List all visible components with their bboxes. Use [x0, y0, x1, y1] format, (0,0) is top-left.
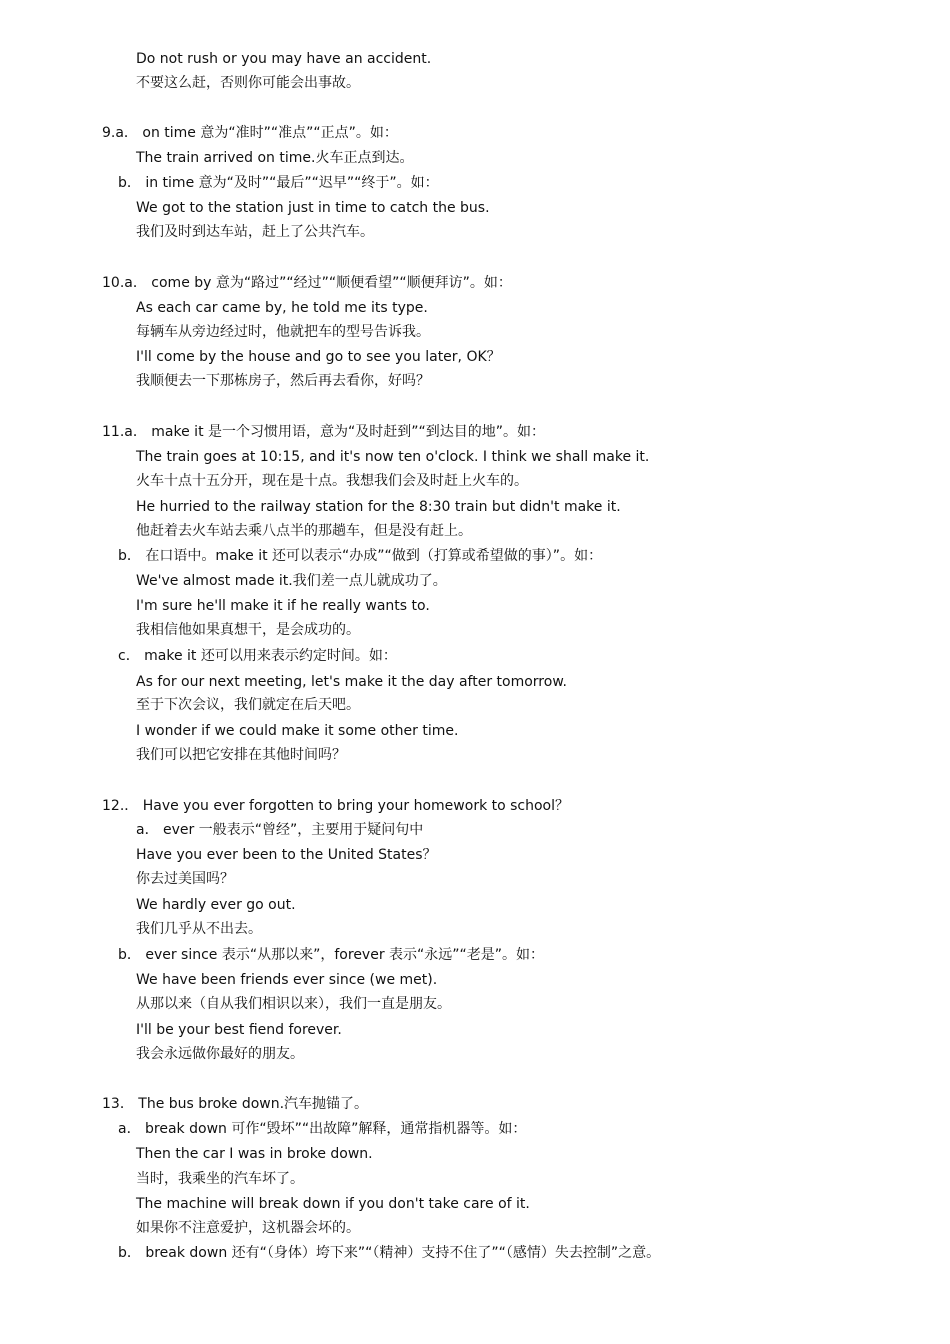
item-heading-9b: b． in time 意为“及时”“最后”“迟早”“终于”。如： [118, 175, 439, 191]
example-sentence: I'll come by the house and go to see you later, OK？ [136, 349, 501, 365]
example-sentence: The machine will break down if you don't take care of it. [136, 1196, 530, 1212]
item-heading-11b: b． 在口语中。make it 还可以表示“办成”“做到（打算或希望做的事）”。如： [118, 548, 603, 564]
example-sentence: Then the car I was in broke down. [136, 1146, 373, 1162]
example-translation: 我相信他如果真想干，是会成功的。 [136, 622, 360, 638]
item-heading-13b: b． break down 还有“（身体）垮下来”“（精神）支持不住了”“（感情）失去控制”之意。 [118, 1245, 661, 1261]
item-heading-12a: a． ever 一般表示“曾经”，主要用于疑问句中 [136, 822, 424, 838]
example-sentence: He hurried to the railway station for the 8:30 train but didn't make it. [136, 499, 621, 515]
example-translation: 至于下次会议，我们就定在后天吧。 [136, 697, 360, 713]
example-translation: 火车十点十五分开，现在是十点。我想我们会及时赶上火车的。 [136, 473, 528, 489]
example-sentence: As for our next meeting, let's make it the day after tomorrow. [136, 674, 567, 690]
example-sentence: We've almost made it.我们差一点儿就成功了。 [136, 573, 447, 589]
example-sentence: We have been friends ever since (we met). [136, 972, 438, 988]
example-translation: 不要这么赶，否则你可能会出事故。 [136, 75, 360, 91]
example-sentence: Have you ever been to the United States？ [136, 847, 437, 863]
example-sentence: As each car came by, he told me its type. [136, 300, 428, 316]
item-heading-10a: 10.a． come by 意为“路过”“经过”“顺便看望”“顺便拜访”。如： [102, 275, 512, 291]
example-translation: 我们几乎从不出去。 [136, 921, 262, 937]
example-sentence: We got to the station just in time to catch the bus. [136, 200, 490, 216]
item-heading-12: 12.． Have you ever forgotten to bring your homework to school？ [102, 798, 570, 814]
example-translation: 如果你不注意爱护，这机器会坏的。 [136, 1220, 360, 1236]
item-heading-13: 13． The bus broke down.汽车抛锚了。 [102, 1096, 369, 1112]
example-sentence: I'm sure he'll make it if he really wants to. [136, 598, 430, 614]
example-translation: 你去过美国吗？ [136, 871, 234, 887]
example-sentence: I'll be your best fiend forever. [136, 1022, 342, 1038]
item-heading-11a: 11.a． make it 是一个习惯用语，意为“及时赶到”“到达目的地”。如： [102, 424, 546, 440]
item-heading-9a: 9.a． on time 意为“准时”“准点”“正点”。如： [102, 125, 398, 141]
example-sentence: The train arrived on time.火车正点到达。 [136, 150, 414, 166]
example-sentence: The train goes at 10:15, and it's now ten o'clock. I think we shall make it. [136, 449, 650, 465]
example-translation: 我顺便去一下那栋房子，然后再去看你，好吗？ [136, 373, 430, 389]
example-translation: 我们可以把它安排在其他时间吗？ [136, 747, 346, 763]
item-heading-11c: c． make it 还可以用来表示约定时间。如： [118, 648, 397, 664]
example-translation: 他赶着去火车站去乘八点半的那趟车，但是没有赶上。 [136, 523, 472, 539]
item-heading-12b: b． ever since 表示“从那以来”，forever 表示“永远”“老是”。如： [118, 947, 545, 963]
example-translation: 从那以来（自从我们相识以来），我们一直是朋友。 [136, 996, 451, 1012]
item-heading-13a: a． break down 可作“毁坏”“出故障”解释，通常指机器等。如： [118, 1121, 527, 1137]
example-translation: 每辆车从旁边经过时，他就把车的型号告诉我。 [136, 324, 430, 340]
example-translation: 当时，我乘坐的汽车坏了。 [136, 1171, 304, 1187]
example-sentence: We hardly ever go out. [136, 897, 296, 913]
example-sentence: Do not rush or you may have an accident. [136, 51, 432, 67]
example-translation: 我会永远做你最好的朋友。 [136, 1046, 304, 1062]
example-sentence: I wonder if we could make it some other time. [136, 723, 459, 739]
example-translation: 我们及时到达车站，赶上了公共汽车。 [136, 224, 374, 240]
